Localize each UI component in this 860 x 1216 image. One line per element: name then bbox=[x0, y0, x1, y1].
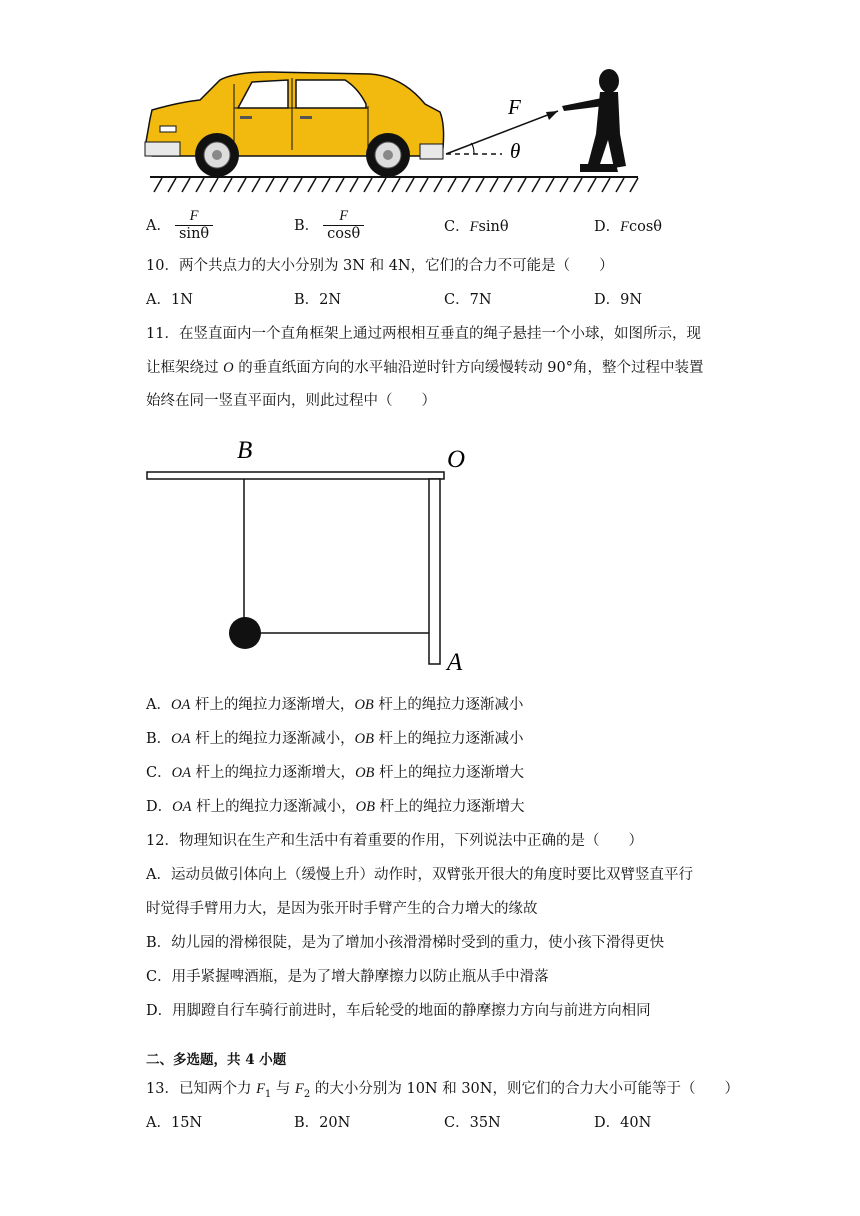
q12-option-c[interactable]: C．用手紧握啤酒瓶，是为了增大静摩擦力以防止瓶从手中滑落 bbox=[146, 969, 549, 985]
ground-hatching bbox=[154, 178, 638, 192]
label-F: F bbox=[508, 95, 521, 119]
rod-OA bbox=[429, 479, 440, 664]
label-B: B bbox=[237, 437, 253, 464]
q11-option-b[interactable] bbox=[146, 727, 524, 748]
q10-option-b[interactable]: B．2N bbox=[294, 292, 342, 308]
text-part: 杆上的绳拉力逐渐增大， bbox=[190, 697, 355, 713]
text-part: 杆上的绳拉力逐渐减小， bbox=[191, 799, 356, 815]
option-text: cosθ bbox=[629, 219, 663, 235]
q9-option-b[interactable] bbox=[294, 208, 364, 244]
q9-option-c[interactable] bbox=[444, 215, 509, 236]
q11-option-a[interactable] bbox=[146, 693, 523, 714]
var-OB: OB bbox=[354, 731, 374, 747]
option-var: F bbox=[469, 219, 479, 235]
text-part: 杆上的绳拉力逐渐增大 bbox=[374, 799, 525, 815]
q10-option-a[interactable]: A．1N bbox=[146, 292, 193, 308]
var-F1: F bbox=[256, 1081, 265, 1097]
option-letter: B． bbox=[294, 217, 320, 234]
q11-option-d[interactable] bbox=[146, 795, 525, 816]
q10-option-c[interactable]: C．7N bbox=[444, 292, 492, 308]
ball bbox=[229, 617, 261, 649]
fraction-numerator: F bbox=[175, 208, 213, 226]
q10-option-d[interactable]: D．9N bbox=[594, 292, 643, 308]
q10-stem: 10．两个共点力的大小分别为 3N 和 4N，它们的合力不可能是（ ） bbox=[146, 258, 614, 274]
q12-option-a-line2[interactable]: 时觉得手臂用力大，是因为张开时手臂产生的合力增大的缘故 bbox=[146, 901, 538, 917]
q13-option-b[interactable]: B．20N bbox=[294, 1115, 351, 1131]
option-letter: C． bbox=[444, 219, 470, 235]
fraction-numerator: F bbox=[323, 208, 364, 226]
text-part: 杆上的绳拉力逐渐增大， bbox=[190, 765, 356, 781]
text-part: 杆上的绳拉力逐渐减小 bbox=[373, 731, 524, 747]
var-O: O bbox=[223, 360, 234, 376]
text-part: 杆上的绳拉力逐渐减小， bbox=[190, 731, 355, 747]
option-letter: A． bbox=[146, 697, 171, 713]
var-OA: OA bbox=[171, 731, 191, 747]
var-OB: OB bbox=[355, 799, 375, 815]
var-OA: OA bbox=[170, 697, 191, 713]
q12-option-a-line1[interactable]: A．运动员做引体向上（缓慢上升）动作时，双臂张开很大的角度时要比双臂竖直平行 bbox=[146, 867, 693, 883]
car-pull-figure bbox=[140, 64, 645, 196]
q11-stem-line2 bbox=[146, 356, 704, 377]
q12-stem: 12．物理知识在生产和生活中有着重要的作用，下列说法中正确的是（ ） bbox=[146, 833, 643, 849]
var-OA: OA bbox=[171, 765, 191, 781]
person-icon bbox=[562, 69, 626, 172]
q13-option-c[interactable]: C．35N bbox=[444, 1115, 501, 1131]
option-letter: C． bbox=[146, 765, 172, 781]
option-letter: B． bbox=[146, 731, 172, 747]
q13-option-a[interactable]: A．15N bbox=[146, 1115, 203, 1131]
text-part: 杆上的绳拉力逐渐增大 bbox=[374, 765, 525, 781]
frame-ball-figure bbox=[140, 432, 480, 680]
var-OB: OB bbox=[354, 697, 374, 713]
section-heading: 二、多选题，共 4 小题 bbox=[146, 1052, 287, 1068]
car-icon bbox=[145, 72, 444, 177]
var-OA: OA bbox=[172, 799, 192, 815]
option-var: F bbox=[620, 219, 629, 235]
q12-option-b[interactable]: B．幼儿园的滑梯很陡，是为了增加小孩滑滑梯时受到的重力，使小孩下滑得更快 bbox=[146, 935, 665, 951]
fraction-denominator: cosθ bbox=[327, 226, 361, 243]
label-theta: θ bbox=[510, 139, 521, 163]
q11-option-c[interactable] bbox=[146, 761, 524, 782]
label-O: O bbox=[447, 446, 466, 473]
text-part: 的大小分别为 10N 和 30N，则它们的合力大小可能等于（ ） bbox=[310, 1081, 739, 1097]
label-A: A bbox=[447, 649, 463, 676]
text-part: 杆上的绳拉力逐渐减小 bbox=[373, 697, 524, 713]
var-OB: OB bbox=[355, 765, 375, 781]
q11-stem-line1: 11．在竖直面内一个直角框架上通过两根相互垂直的绳子悬挂一个小球，如图所示，现 bbox=[146, 326, 701, 342]
fraction bbox=[175, 208, 213, 244]
q12-option-d[interactable]: D．用脚蹬自行车骑行前进时，车后轮受的地面的静摩擦力方向与前进方向相同 bbox=[146, 1003, 651, 1019]
force-arrow bbox=[446, 111, 558, 154]
text-part: 让框架绕过 bbox=[146, 360, 224, 376]
option-text: sinθ bbox=[478, 219, 509, 235]
text-part: 的垂直纸面方向的水平轴沿逆时针方向缓慢转动 90°角，整个过程中装置 bbox=[233, 360, 704, 376]
q13-stem bbox=[146, 1077, 739, 1100]
fraction bbox=[323, 208, 364, 244]
option-letter: D． bbox=[594, 219, 621, 235]
var-F2: F bbox=[295, 1081, 304, 1097]
subscript: 2 bbox=[303, 1088, 311, 1100]
text-part: 与 bbox=[271, 1081, 296, 1097]
q11-stem-line3: 始终在同一竖直平面内，则此过程中（ ） bbox=[146, 393, 436, 409]
text-part: 13．已知两个力 bbox=[146, 1081, 257, 1097]
q9-option-d[interactable] bbox=[594, 215, 662, 236]
fraction-denominator: sinθ bbox=[178, 226, 210, 243]
option-letter: A． bbox=[146, 217, 171, 234]
q9-option-a[interactable] bbox=[146, 208, 213, 244]
q13-option-d[interactable]: D．40N bbox=[594, 1115, 652, 1131]
option-letter: D． bbox=[146, 799, 173, 815]
rod-OB bbox=[147, 472, 444, 479]
subscript: 1 bbox=[264, 1088, 272, 1100]
